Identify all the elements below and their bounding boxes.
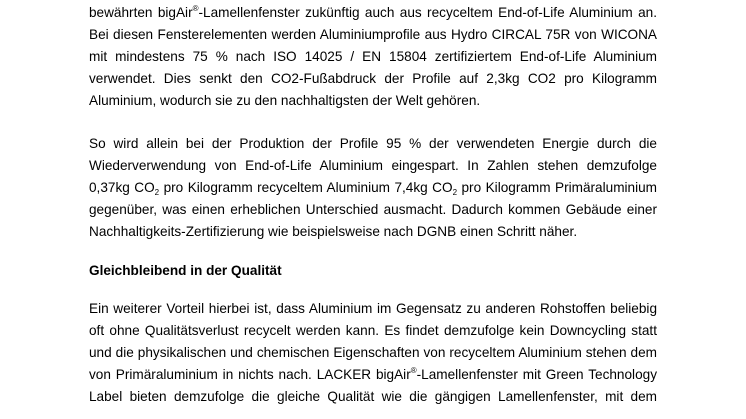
section-heading: Gleichbleibend in der Qualität (89, 263, 282, 278)
para1-line-4: verwendet. Dies senkt den CO2-Fußabdruck der Profile auf 2,3kg CO2 pro Kilogramm (89, 71, 657, 86)
para2-line-2: Wiederverwendung von End-of-Life Aluminium eingespart. In Zahlen stehen demzufolge (89, 158, 657, 173)
para3-line-2: oft ohne Qualitätsverlust recycelt werden kann. Es findet demzufolge kein Downcycling statt (89, 323, 657, 338)
para3-line-5: Label bieten demzufolge die gleiche Qualität wie die gängigen Lamellenfenster, mit dem (89, 389, 657, 404)
para1-line-3: mit mindestens 75 % nach ISO 14025 / EN 15804 zertifiziertem End-of-Life Aluminium (89, 49, 657, 64)
para1-line-1: bewährten bigAir®-Lamellenfenster zukünftig auch aus recyceltem End-of-Life Aluminium an. (89, 4, 657, 20)
para1-line-5: Aluminium, wodurch sie zu den nachhaltigsten der Welt gehören. (89, 93, 481, 108)
para1-line-2: Bei diesen Fensterelementen werden Aluminiumprofile aus Hydro CIRCAL 75R von WICONA (89, 27, 657, 42)
para2-line-1: So wird allein bei der Produktion der Profile 95 % der verwendeten Energie durch die (89, 136, 657, 151)
para3-line-3: und die physikalischen und chemischen Eigenschaften von recyceltem Aluminium stehen dem (89, 345, 657, 360)
para2-line-4: gegenüber, was einen erheblichen Unterschied ausmacht. Dadurch kommen Gebäude einer (89, 202, 657, 217)
para3-line-1: Ein weiterer Vorteil hierbei ist, dass Aluminium im Gegensatz zu anderen Rohstoffen beliebig (89, 301, 657, 316)
para3-line-4: von Primäraluminium in nichts nach. LACKER bigAir®-Lamellenfenster mit Green Technology (89, 366, 657, 382)
para2-line-3: 0,37kg $CO_2$ pro Kilogramm recyceltem Aluminium 7,4kg $CO_2$ pro Kilogramm Primäraluminium (89, 180, 657, 197)
para2-line-5: Nachhaltigkeits-Zertifizierung wie beispielsweise nach DGNB einen Schritt näher. (89, 224, 578, 239)
